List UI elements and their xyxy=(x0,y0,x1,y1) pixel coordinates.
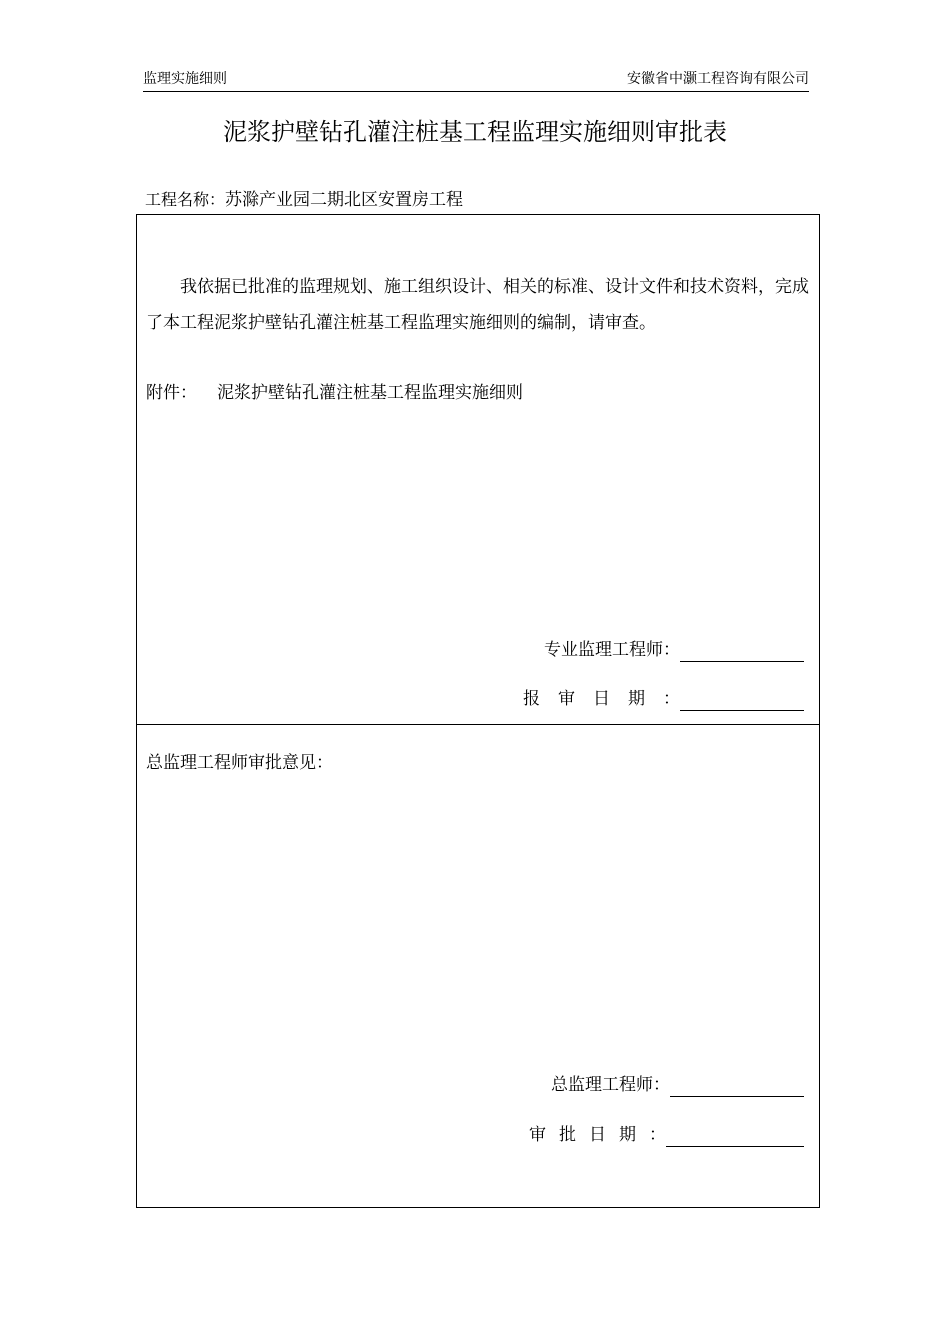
chief-signature-label: 总监理工程师： xyxy=(551,1075,670,1095)
engineer-signature-field[interactable] xyxy=(680,643,804,662)
approval-date-row xyxy=(529,1123,804,1147)
approval-table xyxy=(136,214,820,1208)
header-company: 安徽省中灏工程咨询有限公司 xyxy=(627,71,809,87)
approval-date-field[interactable] xyxy=(666,1128,804,1147)
page-header xyxy=(143,70,809,92)
attachment-label: 附件： xyxy=(146,383,197,403)
submit-date-row xyxy=(523,687,804,711)
engineer-signature-row xyxy=(544,638,804,662)
chief-signature-row xyxy=(551,1073,804,1097)
header-doc-type: 监理实施细则 xyxy=(143,71,227,87)
chief-signature-field[interactable] xyxy=(670,1078,804,1097)
engineer-signature-label: 专业监理工程师： xyxy=(544,640,680,660)
submit-date-field[interactable] xyxy=(680,692,804,711)
project-name-value: 苏滁产业园二期北区安置房工程 xyxy=(225,190,464,210)
submission-statement: 我依据已批准的监理规划、施工组织设计、相关的标准、设计文件和技术资料，完成了本工程泥浆护壁钻孔灌注桩基工程监理实施细则的编制，请审查。 xyxy=(146,277,809,333)
form-title: 泥浆护壁钻孔灌注桩基工程监理实施细则审批表 xyxy=(223,118,727,146)
submit-date-label: 报审日期 xyxy=(523,689,663,709)
project-name-line xyxy=(145,189,463,211)
attachment-line xyxy=(146,381,523,405)
attachment-value: 泥浆护壁钻孔灌注桩基工程监理实施细则 xyxy=(217,383,523,403)
approval-date-colon: ： xyxy=(649,1125,666,1145)
approval-date-label: 审批日期 xyxy=(529,1125,649,1145)
section-divider xyxy=(137,724,819,725)
chief-opinion-label: 总监理工程师审批意见： xyxy=(146,753,333,773)
project-name-label: 工程名称： xyxy=(145,190,226,209)
submit-date-colon: ： xyxy=(663,689,680,709)
